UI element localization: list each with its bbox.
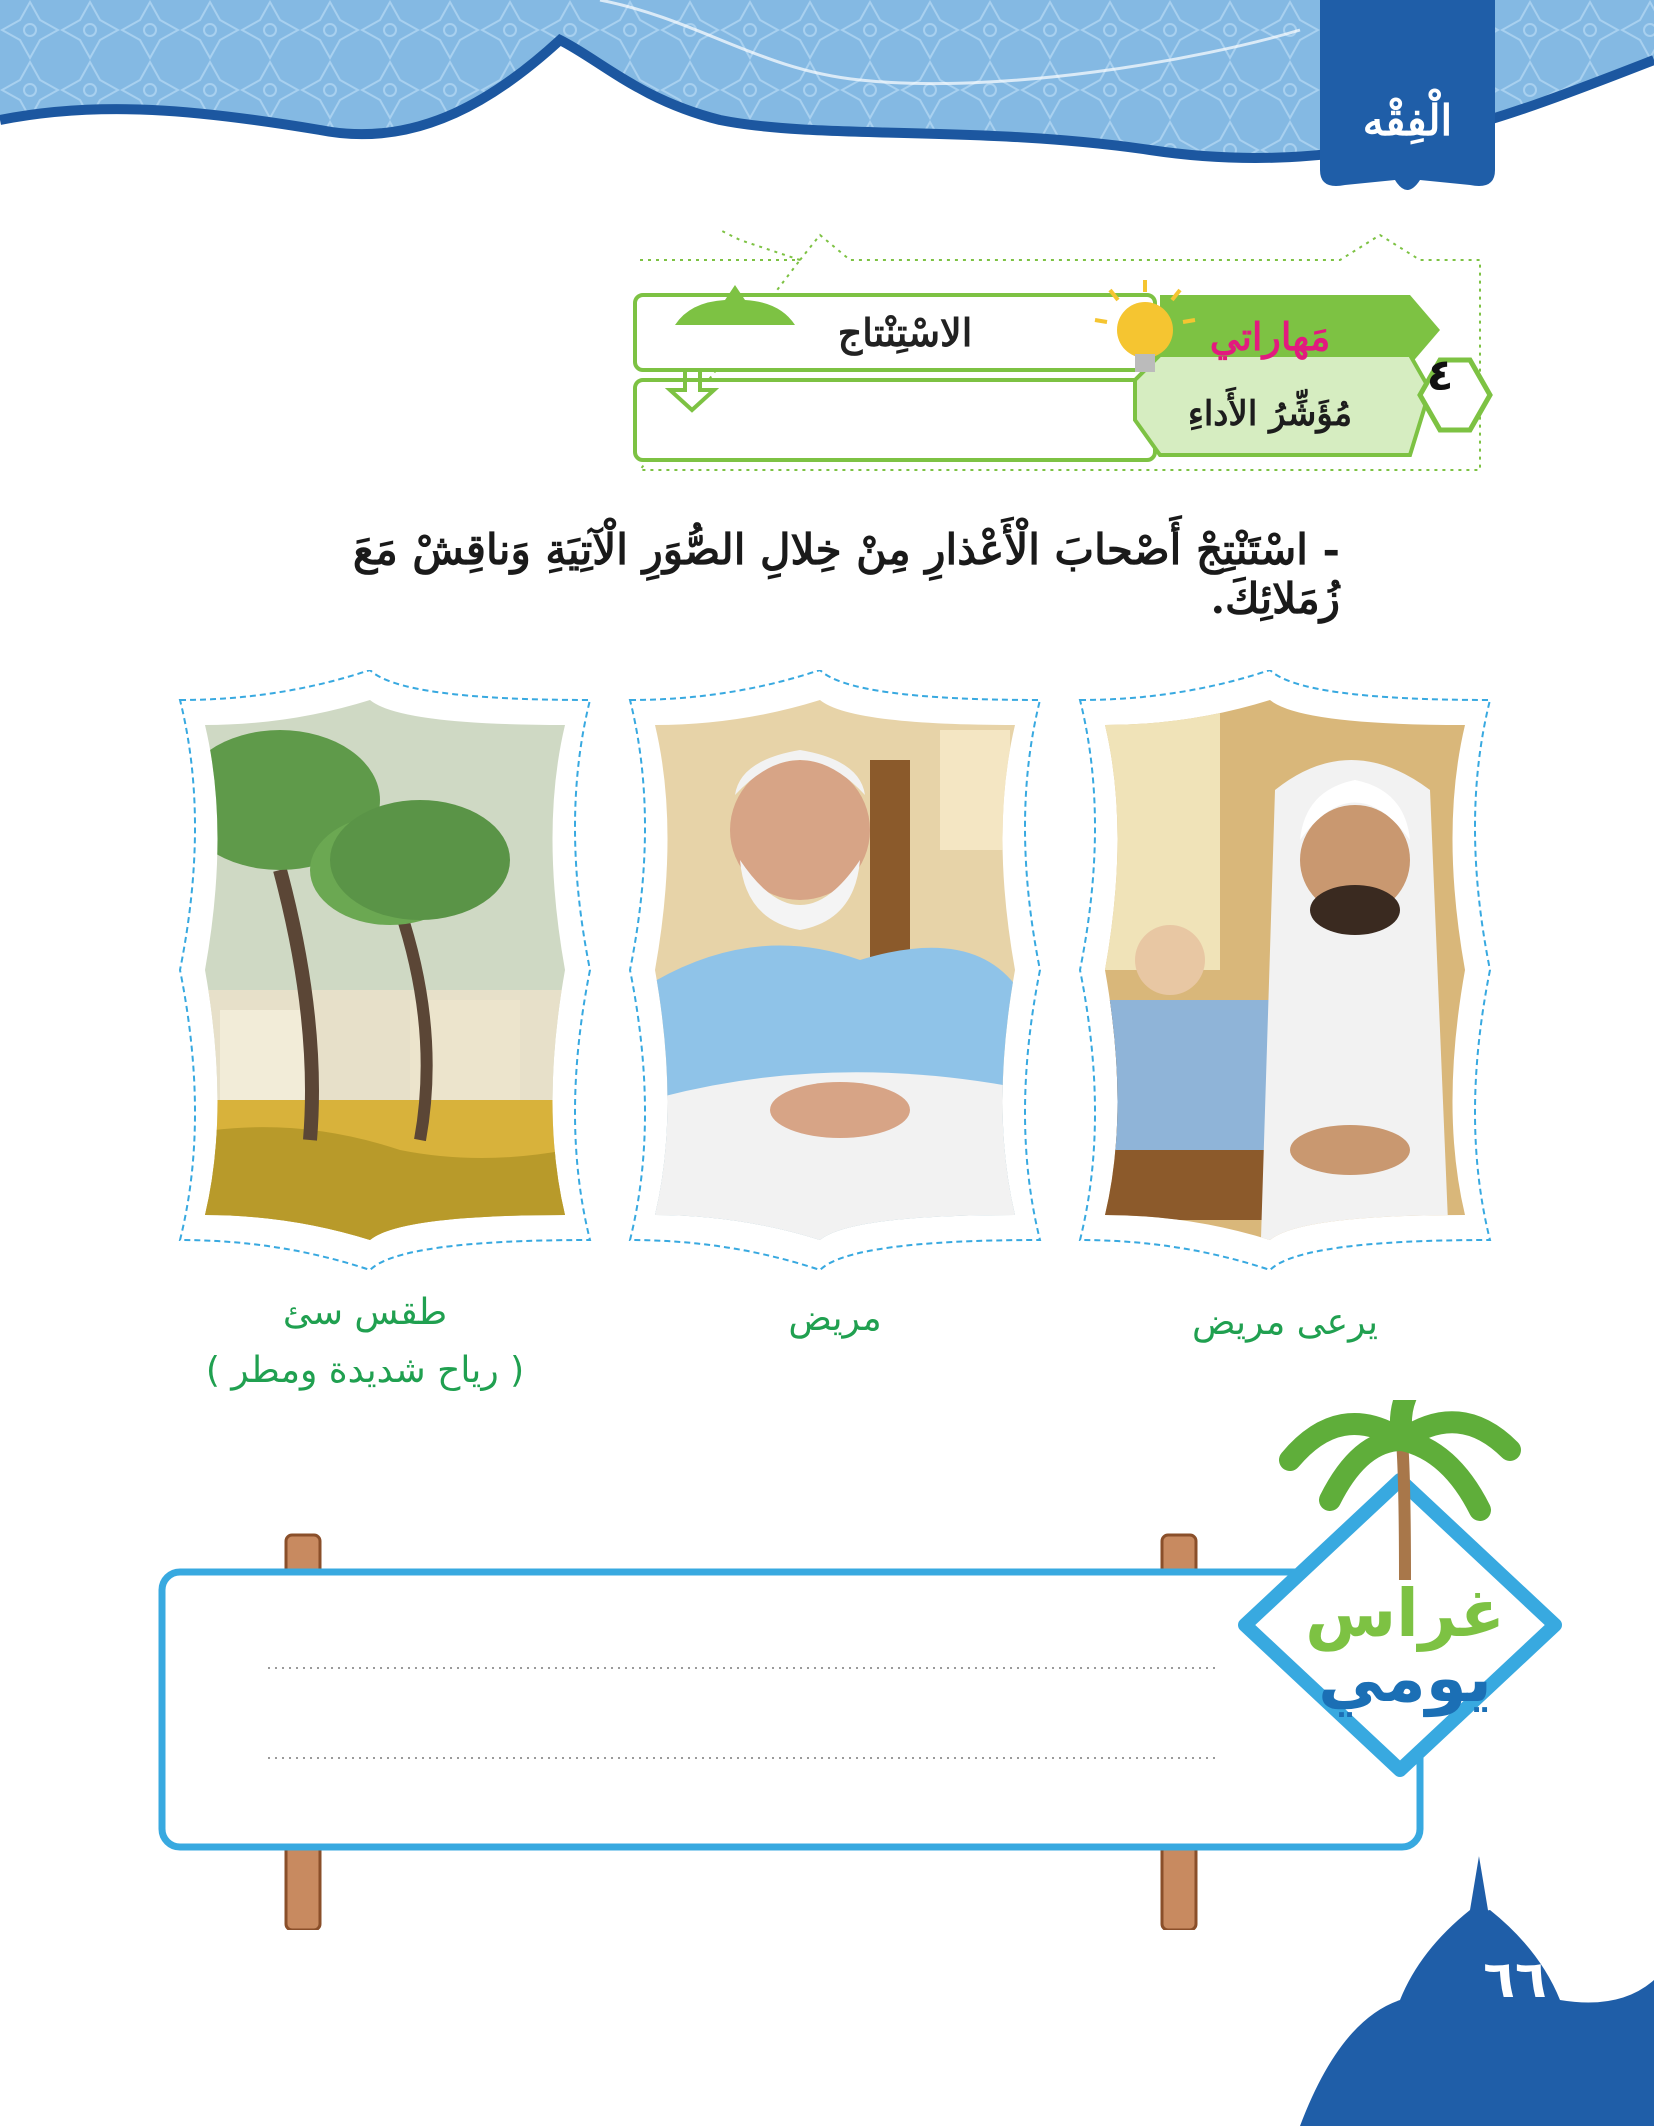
card-bad-weather [160,670,610,1270]
card-visiting-sick [1060,670,1510,1270]
card-sick-man [610,670,1060,1270]
badge-title-line1: غراس [1305,1575,1505,1652]
indicator-label: مُؤَشِّرُ الأَداءِ [1187,394,1353,434]
caption-visiting-sick: يرعى مريض [1191,1302,1379,1343]
skill-box [620,230,1500,490]
page-number: ٦٦ [1483,1950,1547,2010]
caption-weather-detail: ( رياح شديدة ومطر ) [205,1350,525,1391]
subject-title: الْفِقْه [1362,96,1453,145]
skill-number: ٤ [1426,350,1454,401]
caption-sick: مريض [788,1298,882,1339]
skill-label: مَهاراتي [1209,314,1331,359]
instruction-text: - اسْتَنْتِجْ أَصْحابَ الْأَعْذارِ مِنْ خِلالِ الصُّوَرِ الْآتِيَةِ وَناقِشْ مَعَ زُمَلائِكَ. [352,525,1340,623]
caption-weather: طقس سئ [282,1292,448,1333]
badge-title-line2: يومي [1318,1640,1492,1717]
skill-title: الاسْتِنْتاج [837,310,973,355]
